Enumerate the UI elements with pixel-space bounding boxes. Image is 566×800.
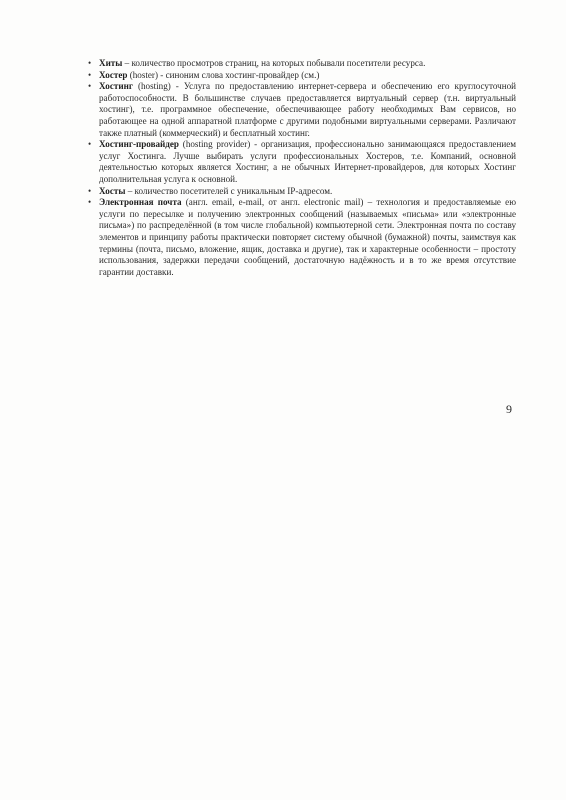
glossary-entry-hoster [88, 70, 516, 82]
glossary-entry-hits [88, 58, 516, 70]
bullet-icon: • [88, 139, 92, 150]
glossary-entry-email [88, 197, 516, 278]
glossary-term: Хиты [99, 58, 123, 68]
glossary-list [88, 58, 516, 278]
bullet-icon: • [88, 197, 92, 208]
glossary-definition: (англ. email, e-mail, от англ. electronic mail) – технология и предоставляемые ею услуги по пересылке и получению электронных сообщений (называемых «письма» или «электронные письма») по распределённой (в том числе глобальной) компьютерной сети. Электронная почта по составу элементов и принципу работы практически повторяет систему обычной (бумажной) почты, заимствуя как термины (почта, письмо, вложение, ящик, доставка и другие), так и характерные особенности – простоту использования, задержки передачи сообщений, достаточную надёжность и в то же время отсутствие гарантии доставки. [99, 197, 516, 277]
glossary-entry-hosting-provider [88, 139, 516, 185]
glossary-term: Хостинг [99, 81, 133, 92]
glossary-definition: (hosting) - Услуга по предоставлению интернет-сервера и обеспечению его круглосуточной работоспособности. В большинстве случаев предоставляется виртуальный сервер (т.н. виртуальный хостинг), т.е. программное обеспечение, обеспечивающее работу необходимых Вам сервисов, но работающее на одной аппаратной платформе с другими подобными виртуальными серверами. Различают также платный (коммерческий) и бесплатный хостинг. [99, 81, 516, 138]
glossary-term: Хостер [99, 69, 128, 80]
bullet-icon: • [88, 58, 92, 68]
glossary-definition: (hoster) - синоним слова хостинг-провайдер (см.) [127, 69, 320, 80]
glossary-term: Хостинг-провайдер [99, 139, 179, 150]
bullet-icon: • [88, 69, 92, 80]
bullet-icon: • [88, 185, 92, 196]
glossary-entry-hosting [88, 81, 516, 139]
glossary-definition: – количество просмотров страниц, на которых побывали посетители ресурса. [122, 58, 426, 68]
page-number: 9 [506, 402, 512, 416]
glossary-term: Хосты [99, 185, 126, 196]
glossary-term: Электронная почта [99, 197, 182, 208]
glossary-definition: – количество посетителей с уникальным IP-адресом. [125, 185, 333, 196]
bullet-icon: • [88, 81, 92, 92]
glossary-definition: (hosting provider) - организация, профессионально занимающаяся предоставлением услуг Хостинга. Лучше выбирать услуги профессиональных Хостеров, т.е. Компаний, основной деятельностью которых является Хостинг, а не обычных Интернет-провайдеров, для которых Хостинг дополнительная услуга к основной. [99, 139, 516, 184]
glossary-entry-hosts [88, 186, 516, 198]
